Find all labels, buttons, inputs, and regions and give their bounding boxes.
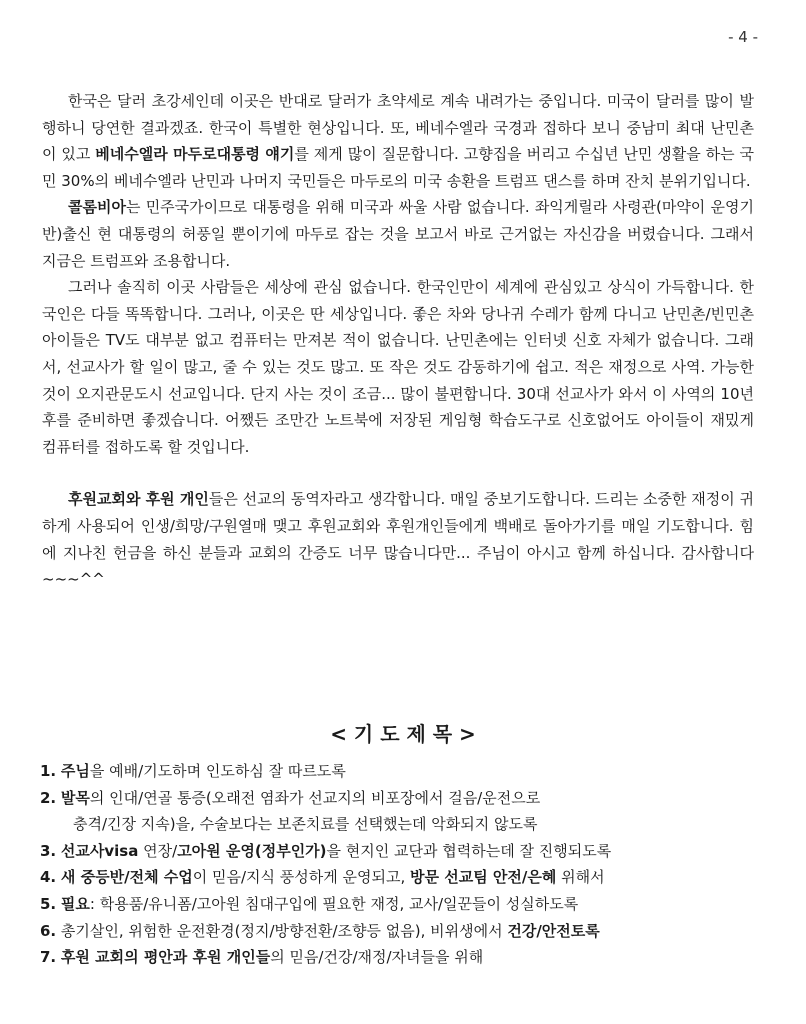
text-run: 한국은 달러 초강세인데 이곳은 반대로 달러가 초약세로 계속 내려가는 중입니다. 미국이 달러를 많이 발행하니 당연한 결과겠죠. 한국이 특별한 현상입니다. 또, 베네수엘라 국경과 접하다 보니 중남미 최대 난민촌이 있고 [42,92,754,164]
item-number: 2. [40,788,57,807]
paragraph-4 [42,486,754,592]
prayer-item-4 [40,864,766,891]
bold-text-run: 고아원 운영(정부인가) [177,841,327,860]
bold-text-run: 베네수엘라 마두로대통령 얘기 [95,145,295,164]
text-run: 이 믿음/지식 풍성하게 운영되고, [192,868,411,887]
text-run: 의 인대/연골 통증(오래전 염좌가 선교지의 비포장에서 걸음/운전으로 [89,788,541,807]
item-number: 5. [40,894,57,913]
bold-text-run: 발목 [60,788,90,807]
prayer-item-5 [40,891,766,918]
text-run: 위해서 [556,868,605,887]
item-number: 7. [40,948,57,967]
text-run: : 학용품/유니폼/고아원 침대구입에 필요한 재정, 교사/일꾼들이 성실하도록 [89,894,579,913]
item-number: 3. [40,841,57,860]
paragraph-3 [42,274,754,460]
bold-text-run: 방문 선교팀 안전/은혜 [410,868,557,887]
text-run: 는 민주국가이므로 대통령을 위해 미국과 싸울 사람 없습니다. 좌익게릴라 사령관(마약이 운영기반)출신 현 대통령의 허풍일 뿐이기에 마두로 잡는 것을 보고서 바로 근거없는 자신감을 버렸습니다. 그래서 지금은 트럼프와 조용합니다. [42,198,754,270]
prayer-item-2 [40,785,766,838]
item-number: 1. [40,762,57,780]
bold-text-run: 선교사visa [60,841,139,860]
text-run: 총기살인, 위험한 운전환경(정지/방향전환/조향등 없음), 비위생에서 [60,921,508,940]
page-number: - 4 - [728,28,758,46]
prayer-item-3 [40,838,766,865]
text-run: 을 현지인 교단과 협력하는데 잘 진행되도록 [326,841,612,860]
body-text [42,88,754,593]
text-run: 들은 선교의 동역자라고 생각합니다. 매일 중보기도합니다. 드리는 소중한 재정이 귀하게 사용되어 인생/희망/구원열매 맺고 후원교회와 후원개인들에게 백배로 돌아가기를 매일 기도합니다. 힘에 지나친 헌금을 하신 분들과 교회의 간증도 너무 많습니다만... 주님이 아시고 함께 하십니다. 감사합니다~~~^^ [42,490,754,589]
prayer-item-7 [40,944,766,971]
bold-text-run: 건강/안전토록 [507,921,600,940]
bold-text-run: 콜롬비아 [68,198,126,217]
prayer-item-1 [40,758,766,785]
text-run: 연장/ [138,841,178,860]
paragraph-1 [42,88,754,194]
text-run: 을 예배/기도하며 인도하심 잘 따르도록 [89,762,346,780]
bold-text-run: 후원 교회의 평안과 후원 개인들 [60,948,271,967]
text-run: 를 제게 많이 질문합니다. 고향집을 버리고 수십년 난민 생활을 하는 국민 30%의 베네수엘라 난민과 나머지 국민들은 마두로의 미국 송환을 트럼프 댄스를 하며 잔치 분위기입니다. [42,145,754,190]
text-run: 의 믿음/건강/재정/자녀들을 위해 [270,948,484,967]
item-continuation: 충격/긴장 지속)을, 수술보다는 보존치료를 선택했는데 악화되지 않도록 [73,815,538,834]
paragraph-2 [42,194,754,274]
prayer-list [40,758,766,971]
bold-text-run: 후원교회와 후원 개인 [68,490,209,509]
bold-text-run: 주님 [60,762,90,780]
bold-text-run: 새 중등반/전체 수업 [60,868,193,887]
prayer-item-6 [40,918,766,945]
item-number: 6. [40,921,57,940]
prayer-title: < 기 도 제 목 > [330,722,476,746]
item-number: 4. [40,868,57,887]
bold-text-run: 필요 [60,894,90,913]
text-run: 그러나 솔직히 이곳 사람들은 세상에 관심 없습니다. 한국인만이 세계에 관심있고 상식이 가득합니다. 한국인은 다들 똑똑합니다. 그러나, 이곳은 딴 세상입니다. 좋은 차와 당나귀 수레가 함께 다니고 난민촌/빈민촌 아이들은 TV도 대부분 없고 컴퓨터는 만져본 적이 없습니다. 난민촌에는 인터넷 신호 자체가 없습니다. 그래서, 선교사가 할 일이 많고, 줄 수 있는 것도 많고. 또 작은 것도 감동하기에 쉽고. 적은 재정으로 사역. 가능한 것이 오지관문도시 선교입니다. 단지 사는 것이 조금... 많이 불편합니다. 30대 선교사가 와서 이 사역의 10년 후를 준비하면 좋겠습니다. 어쨌든 조만간 노트북에 저장된 게임형 학습도구로 신호없어도 아이들이 재밌게 컴퓨터를 접하도록 할 것입니다. [42,278,754,456]
